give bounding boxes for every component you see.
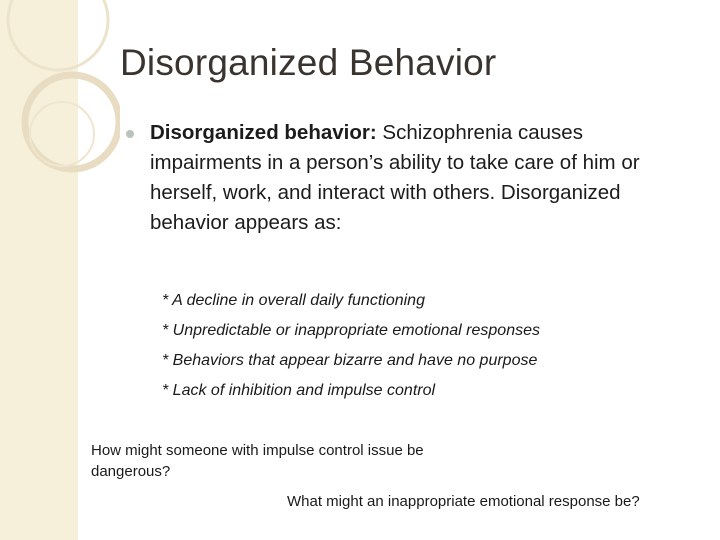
slide-title: Disorganized Behavior — [120, 42, 497, 83]
bullet-text — [150, 118, 675, 238]
decorative-circles — [0, 0, 120, 240]
bullet-dot-icon — [126, 130, 134, 138]
question-impulse-control: How might someone with impulse control issue be dangerous? — [91, 442, 424, 480]
symptom-item: * A decline in overall daily functioning — [162, 292, 425, 309]
symptom-item: * Behaviors that appear bizarre and have no purpose — [162, 352, 538, 369]
symptom-list — [162, 286, 662, 406]
decorative-circle-large — [8, 0, 108, 70]
question-emotional-response: What might an inappropriate emotional response be? — [287, 493, 640, 510]
symptom-item: * Lack of inhibition and impulse control — [162, 382, 436, 399]
decorative-circle-inner — [30, 102, 94, 166]
symptom-item: * Unpredictable or inappropriate emotional responses — [162, 322, 540, 339]
bullet-lead: Disorganized behavior: — [150, 121, 377, 144]
bullet-body: Schizophrenia causes impairments in a person’s ability to take care of him or herself, work, and interact with others. Disorganized behavior appears as: — [150, 121, 640, 234]
